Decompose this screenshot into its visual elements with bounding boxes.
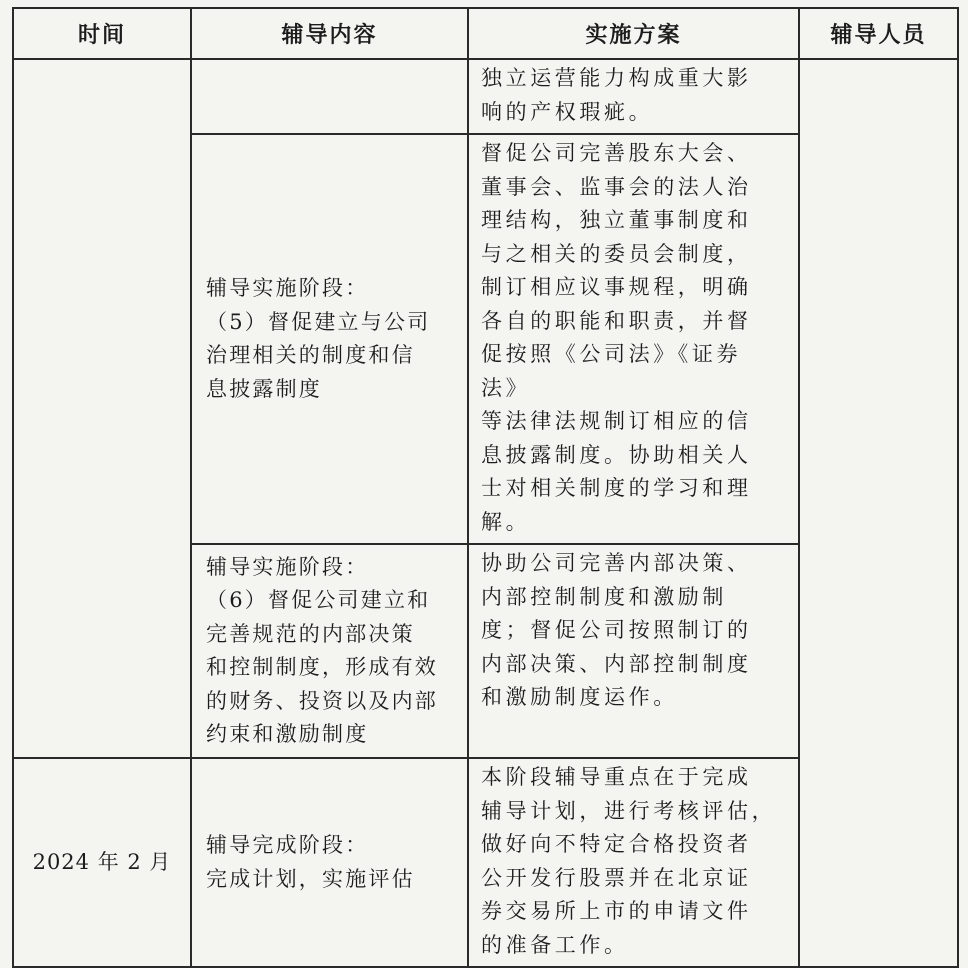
content-cell xyxy=(191,134,468,544)
plan-cell xyxy=(468,59,799,134)
plan-cell xyxy=(468,544,799,758)
tutoring-plan-table xyxy=(12,7,959,968)
header-staff: 辅导人员 xyxy=(799,8,958,59)
staff-cell xyxy=(799,59,958,967)
content-cell xyxy=(191,59,468,134)
header-row xyxy=(13,8,958,59)
plan-cell xyxy=(468,758,799,967)
time-text: 2024 年 2 月 xyxy=(32,849,172,874)
time-cell xyxy=(13,59,191,758)
content-text: 辅导完成阶段： 完成计划，实施评估 xyxy=(206,833,415,891)
content-cell xyxy=(191,544,468,758)
content-text: 辅导实施阶段： （6）督促公司建立和 完善规范的内部决策 和控制制度，形成有效 的财务、投资以及内部 约束和激励制度 xyxy=(206,554,438,746)
plan-cell xyxy=(468,134,799,544)
plan-text: 协助公司完善内部决策、 内部控制制度和激励制 度；督促公司按照制订的 内部决策、内部控制制度 和激励制度运作。 xyxy=(481,551,752,709)
time-cell xyxy=(13,758,191,967)
plan-text: 独立运营能力构成重大影 响的产权瑕疵。 xyxy=(481,66,752,124)
header-time: 时间 xyxy=(13,8,191,59)
content-text: 辅导实施阶段： （5）督促建立与公司 治理相关的制度和信 息披露制度 xyxy=(206,276,431,401)
plan-text: 督促公司完善股东大会、 董事会、监事会的法人治 理结构，独立董事制度和 与之相关的委员会制度， 制订相应议事规程，明确 各自的职能和职责，并督 促按照《公司法》《证券法》 等法律法规制订相应的信 息披露制度。协助相关人 士对相关制度的学习和理 解。 xyxy=(481,141,752,534)
header-plan: 实施方案 xyxy=(468,8,799,59)
header-content: 辅导内容 xyxy=(191,8,468,59)
plan-text: 本阶段辅导重点在于完成 辅导计划，进行考核评估， 做好向不特定合格投资者 公开发行股票并在北京证 券交易所上市的申请文件 的准备工作。 xyxy=(481,765,777,957)
table-row xyxy=(13,59,958,134)
content-cell xyxy=(191,758,468,967)
